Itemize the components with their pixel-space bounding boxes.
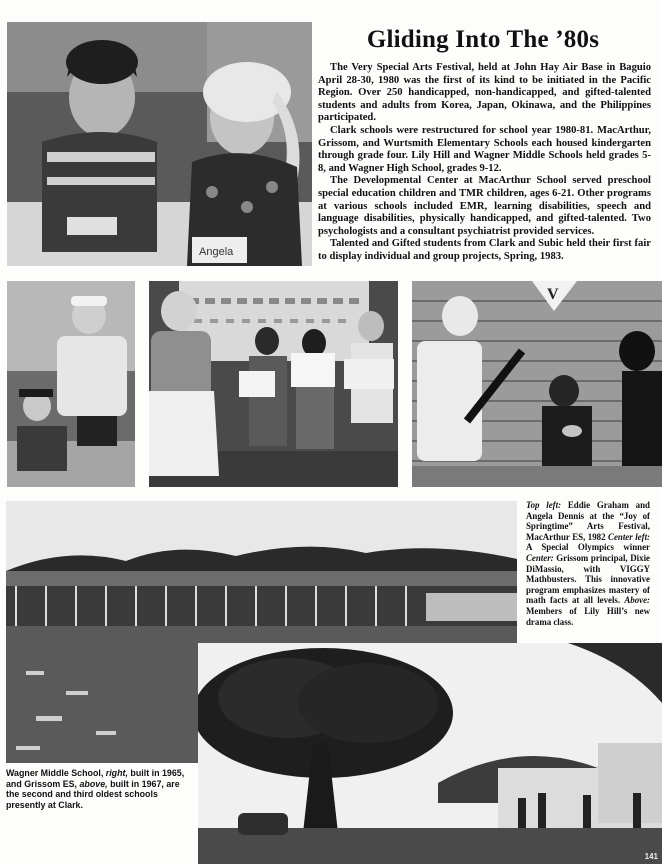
photo-grissom-es [198, 643, 662, 864]
caption-schools-part: Wagner Middle School, [6, 768, 106, 778]
caption-text-top-left: Eddie Graham and Angela Dennis at the “Joy of Springtime” Arts Festival, MacArthur ES, 1982 [526, 500, 650, 542]
paragraph-restructure: Clark schools were restructured for school year 1980-81. MacArthur, Grissom, and Wurtsmith Elementary Schools each housed kindergarten through grade four. Lily Hill and Wagner Middle Schools held grades 5-8, and Wagner High School, grades 9-12. [318, 124, 651, 174]
photo-special-olympics [7, 281, 135, 487]
caption-lead-top-left: Top left: [526, 500, 562, 510]
caption-text-center-left: A Special Olympics winner [526, 542, 650, 553]
caption-schools-part: above, [79, 778, 108, 789]
caption-schools-part: right, [105, 768, 128, 778]
caption-schools [6, 768, 192, 810]
photo-principal-mathbusters [149, 281, 398, 487]
paragraph-gifted-fair: Talented and Gifted students from Clark and Subic held their first fair to display individual and group projects, Spring, 1983. [318, 238, 651, 262]
paragraph-developmental-center: The Developmental Center at MacArthur School served preschool special education children and TMR children, ages 6-21. Other programs at various schools included EMR, learning disabilities, speech and language disabilities, physically handicapped, and gifted-talented. Two psychologists and a consultant psychiatrist provided services. [318, 175, 651, 237]
photo-drama-class [412, 281, 662, 487]
article-body [318, 62, 651, 264]
caption-schools-part: built in 1965, and Grissom ES, [6, 768, 185, 789]
caption-text-center: Grissom principal, Dixie DiMassio, with VIGGY Mathbusters. This innovative program emphasizes mastery of math facts at all levels. [526, 552, 650, 606]
paragraph-festival: The Very Special Arts Festival, held at John Hay Air Base in Baguio April 28-30, 1980 was the first of its kind to be initiated in the Pacific Region. Over 250 handicapped, non-handicapped, and gifted-talented students and adults from Korea, Japan, Okinawa, and the Philippines participated. [318, 62, 651, 124]
caption-lead-above: Above: [624, 595, 650, 606]
banner-letter: V [547, 286, 559, 303]
caption-photos-right [526, 500, 650, 627]
page-title: Gliding Into The ’80s [366, 26, 600, 53]
name-badge-text: Angela [199, 246, 234, 258]
caption-text-above: Members of Lily Hill’s new drama class. [526, 605, 650, 627]
page-number: 141 [644, 852, 658, 861]
caption-lead-center-left: Center left: [608, 531, 650, 542]
photo-children-festival [7, 22, 312, 266]
caption-schools-part: built in 1967, are the second and third oldest schools presently at Clark. [6, 778, 180, 810]
caption-lead-center: Center: [526, 552, 554, 563]
